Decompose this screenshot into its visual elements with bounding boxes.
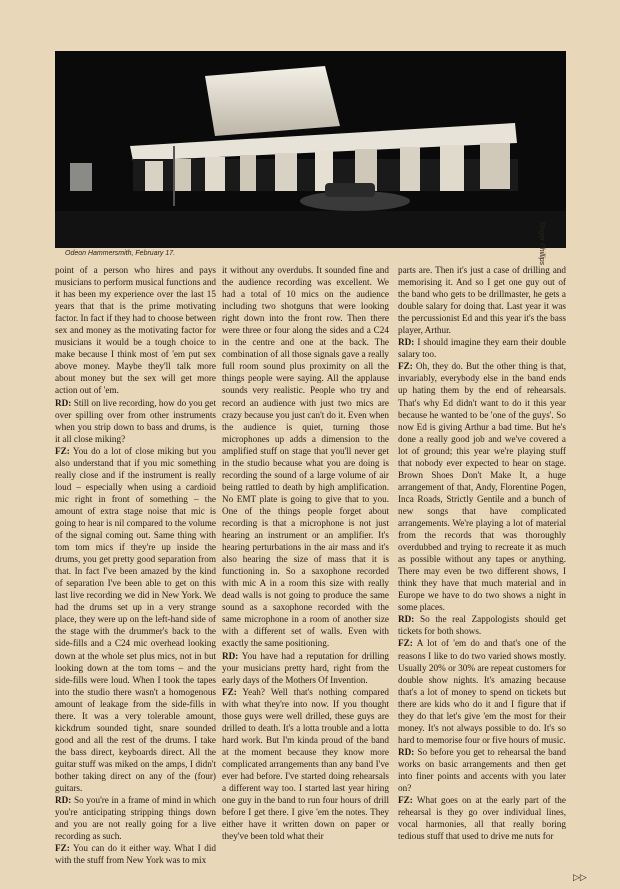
paragraph xyxy=(398,637,566,745)
paragraph xyxy=(55,445,216,794)
paragraph xyxy=(55,794,216,842)
photo-caption: Odeon Hammersmith, February 17. xyxy=(65,250,176,257)
paragraph-text: Still on live recording, how do you get over spilling over from other instruments when you strip down to bass and drums, is it all close miking? xyxy=(55,397,216,444)
speaker-label: FZ: xyxy=(398,361,413,372)
speaker-label: RD: xyxy=(398,614,415,625)
paragraph xyxy=(55,264,216,397)
paragraph-text: You do a lot of close miking but you also understand that if you mic something really close and if the instrument is really loud – especially when using a cardioid mic right in front of something – the amount of extra stage noise that mic is going to hear is nil compared to the volume of the signal coming out. Same thing with tom tom mics if they're up inside the drums, you get pretty good separation from that. In fact I've been amazed by the kind of separation I've been able to get on this last live recording we did in New York. We had the drums set up in a very strange place, they were up on the left-hand side of the stage with the drummer's back to the side-fills and a C24 mic overhead looking down at the whole set plus mics, not in but looking down at the tom toms – and the side-fills were loud. When I took the tapes into the studio there wasn't a homogenous amount of leakage from the side-fills in there. It was a very tolerable amount, kickdrum sounded tight, snare sounded good and all the rest of the drums. I take the bass direct, keyboards direct. All the guitar stuff was miked on the amps, I didn't bother taking direct on any of the (four) guitars. xyxy=(55,445,216,794)
paragraph xyxy=(398,746,566,794)
speaker-label: RD: xyxy=(398,337,415,348)
paragraph-text: You can do it either way. What I did with the stuff from New York was to mix xyxy=(55,843,216,866)
paragraph xyxy=(55,397,216,445)
paragraph-text: point of a person who hires and pays musicians to perform musical functions and it has been my experience over the last 15 years that that is the prime motivating factor. In fact if they had to choose between sex and money as the motivating factor for musicians it would be a tough choice to make because I think most of 'em put sex above money. Maybe they'll talk more about money but the sex will get more action out of 'em. xyxy=(55,265,216,396)
speaker-label: FZ: xyxy=(398,638,413,649)
paragraph xyxy=(222,650,389,686)
speaker-label: FZ: xyxy=(55,445,70,456)
speaker-label: FZ: xyxy=(55,843,70,854)
paragraph xyxy=(398,613,566,637)
speaker-label: RD: xyxy=(222,650,239,661)
paragraph xyxy=(398,360,566,613)
paragraph xyxy=(222,264,389,650)
paragraph-text: You have had a reputation for drilling your musicians pretty hard, right from the early days of the Mothers Of Invention. xyxy=(222,650,389,685)
paragraph-text: Yeah? Well that's nothing compared with what they're into now. If you thought those guys were well drilled, these guys are drilled to death. It's a lotta trouble and a lotta hard work. But I'm kinda proud of the band at the moment because they know more complicated arrangements than any band I've ever had before. I've started doing rehearsals a different way too. I started last year hiring one guy in the band to run four hours of drill before I get there. I give 'em the notes. They either have it written down on paper or they've been told what their xyxy=(222,686,389,842)
paragraph xyxy=(398,336,566,360)
text-column-2 xyxy=(222,264,389,876)
paragraph-text: A lot of 'em do and that's one of the reasons I like to do two varied shows mostly. Usually 20% or 30% are repeat customers for double show nights. It's amazing because that's a lot of money to spend on tickets but there are kids who do it and I figure that if they do that let's give 'em the most for their money. It's not always possible to do. It's so hard to memorise four or five hours of music. xyxy=(398,638,566,745)
paragraph-text: So the real Zappologists should get tickets for both shows. xyxy=(398,614,566,637)
paragraph-text: it without any overdubs. It sounded fine and the audience recording was excellent. We had a total of 10 mics on the audience including two shotguns that were looking right down into the front row. Then there were three or four along the sides and a C24 in the centre and one at the back. The combination of all those signals gave a really full room sound plus proximity on all the things people were saying. All the applause sounds very realistic. People who try and record an audience with just two mics are crazy because you just can't do it. Even when the audience is quiet, turning those microphones up adds a dimension to the amplified stuff on stage that you'll never get in the studio because what you are doing is recording the sound of a large volume of air being rattled to death by high amplification. No EMT plate is going to give that to you. One of the things people forget about recording is that a microphone is not just hearing an instrument or an amplifier. It's hearing perturbations in the air mass and it's also hearing the size of mass that it is functioning in. So a saxophone recorded with mic A in a room this size with really dead walls is not going to produce the same sound as a saxophone recorded with the same microphone in a room of another size with a different set of walls. Even with exactly the same positioning. xyxy=(222,265,389,649)
paragraph xyxy=(398,794,566,842)
paragraph xyxy=(55,842,216,866)
speaker-label: RD: xyxy=(398,746,415,757)
paragraph xyxy=(398,264,566,336)
continue-arrow-icon: ▷▷ xyxy=(573,873,587,883)
speaker-label: FZ: xyxy=(398,795,413,806)
paragraph-text: I should imagine they earn their double salary too. xyxy=(398,337,566,360)
speaker-label: FZ: xyxy=(222,686,237,697)
speaker-label: RD: xyxy=(55,795,72,806)
paragraph-text: parts are. Then it's just a case of drilling and memorising it. And so I get one guy out of the band who gets to be drillmaster, he gets a double salary for doing that. Last year it was the percussionist Ed and this year it's the bass player, Arthur. xyxy=(398,265,566,336)
paragraph-text: So before you get to rehearsal the band works on basic arrangements and then get into finer points and accents with you later on? xyxy=(398,746,566,794)
text-column-3 xyxy=(398,264,566,876)
text-column-1 xyxy=(55,264,216,876)
speaker-label: RD: xyxy=(55,397,72,408)
paragraph-text: So you're in a frame of mind in which you're anticipating stripping things down and you are not really going for a live recording as such. xyxy=(55,795,216,842)
paragraph-text: What goes on at the early part of the rehearsal is they go over individual lines, vocal harmonies, all that really boring tedious stuff that used to drive me nuts for xyxy=(398,795,566,842)
concert-venue-photo xyxy=(55,51,566,248)
paragraph-text: Oh, they do. But the other thing is that, invariably, everybody else in the band ends up hating them by the end of rehearsals. That's why Ed didn't want to do it this year because he wanted to be 'one of the guys'. So now Ed is giving Arthur a bad time. But he's done a really good job and we've covered a lot of ground; this year we're playing stuff that nobody ever expected to hear on stage. Brown Shoes Don't Make It, a huge arrangement of that, Andy, Florentine Pogen, Inca Roads, Strictly Gentile and a bunch of new songs that have complicated arrangements. We're playing a lot of material from the records that was thoroughly overdubbed and trying to recreate it as much as possible without any tapes or anything. There may even be two different shows, I think they have that much material and in Europe we have to do two shows a night in some places. xyxy=(398,361,566,613)
photo-credit: Roger Phillips xyxy=(538,222,545,266)
paragraph xyxy=(222,686,389,843)
